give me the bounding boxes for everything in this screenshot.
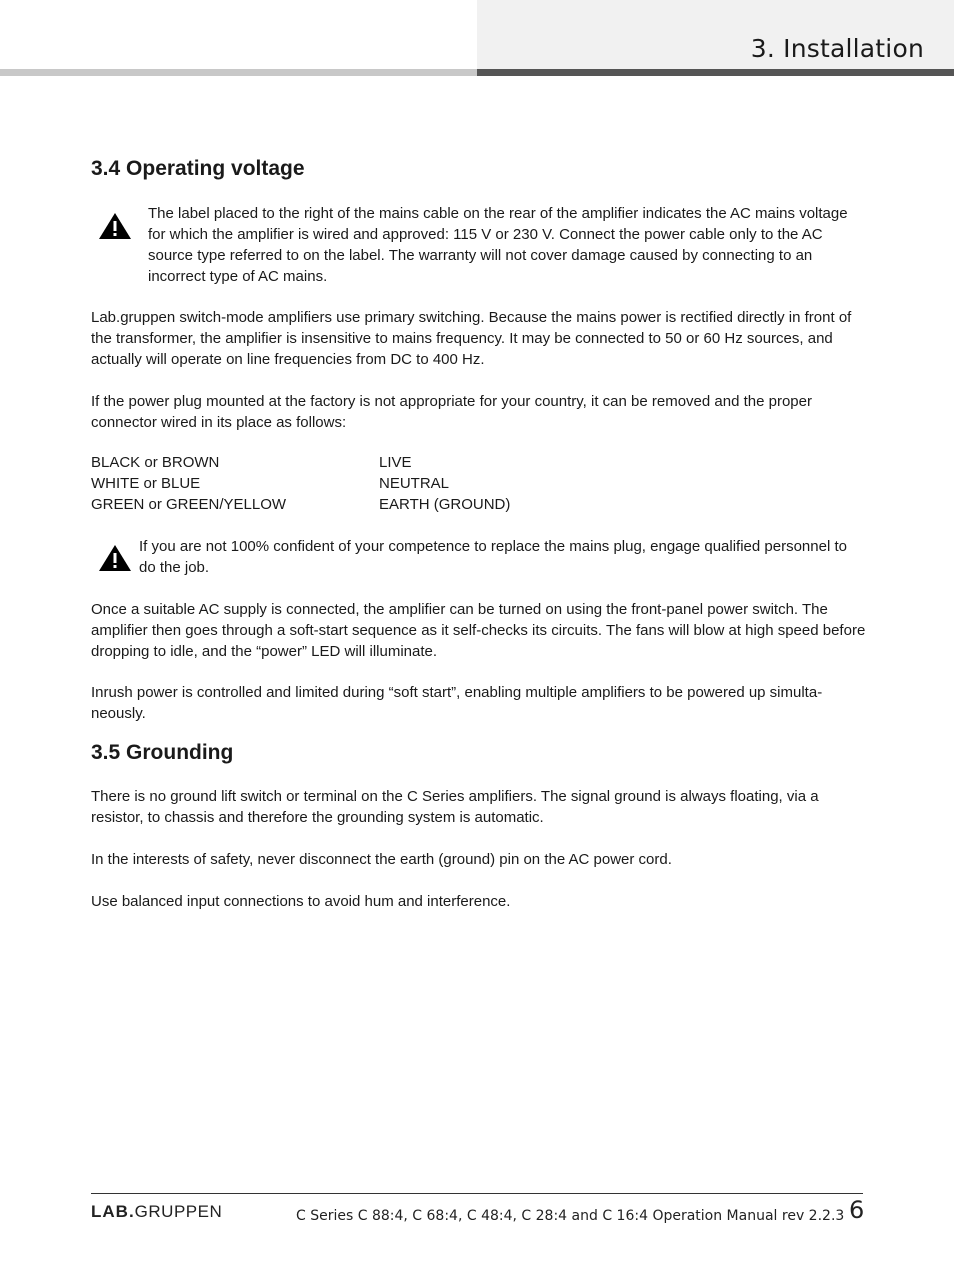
paragraph-inrush: Inrush power is controlled and limited during “soft start”, enabling multiple amplifiers to be powered up simulta-neously. (91, 684, 823, 722)
warning-mains-voltage: The label placed to the right of the mains cable on the rear of the amplifier indicates the AC mains voltage for which the amplifier is wired and approved: 115 V or 230 V. Connect the power cable only to the AC source type referred to on the label. The warranty will not cover damage caused by connecting to an incorrect type of AC mains. (148, 205, 848, 285)
paragraph-primary-switching: Lab.gruppen switch-mode amplifiers use primary switching. Because the mains power is rectified directly in front of the transformer, the amplifier is insensitive to mains frequency. It may be connected to 50 or 60 Hz sources, and actually will operate on line frequencies from DC to 400 Hz. (91, 309, 852, 368)
paragraph-earth-pin: In the interests of safety, never disconnect the earth (ground) pin on the AC power cord. (91, 851, 672, 868)
wire-color: BLACK or BROWN (91, 454, 220, 471)
paragraph-power-plug: If the power plug mounted at the factory is not appropriate for your country, it can be removed and the proper connector wired in its place as follows: (91, 393, 812, 431)
warning-mains-plug: If you are not 100% confident of your competence to replace the mains plug, engage qualified personnel to do the job. (139, 538, 847, 576)
wire-function: NEUTRAL (379, 475, 450, 492)
header-rule-dark (477, 69, 954, 76)
header-rule-light (0, 69, 477, 76)
wire-color: GREEN or GREEN/YELLOW (91, 496, 287, 513)
wire-color: WHITE or BLUE (91, 475, 201, 492)
footer-rule (91, 1193, 863, 1194)
chapter-title: 3. Installation (750, 34, 924, 63)
wiring-row (91, 452, 691, 473)
paragraph-ground-lift: There is no ground lift switch or terminal on the C Series amplifiers. The signal ground is always floating, via a resistor, to chassis and therefore the grounding system is automatic. (91, 788, 819, 826)
paragraph-balanced-input: Use balanced input connections to avoid hum and interference. (91, 893, 511, 910)
lab-gruppen-logo (91, 1202, 222, 1222)
manual-title: C Series C 88:4, C 68:4, C 48:4, C 28:4 and C 16:4 Operation Manual rev 2.2.3 (296, 1208, 845, 1224)
section-heading-grounding: 3.5 Grounding (91, 741, 234, 764)
warning-triangle-icon (98, 544, 132, 577)
wiring-row (91, 473, 691, 494)
wire-function: EARTH (GROUND) (379, 496, 511, 513)
logo-lab: LAB. (91, 1202, 135, 1221)
wiring-table (91, 452, 691, 515)
logo-gruppen: GRUPPEN (134, 1202, 223, 1221)
wiring-row (91, 494, 691, 515)
paragraph-power-on: Once a suitable AC supply is connected, the amplifier can be turned on using the front-panel power switch. The amplifier then goes through a soft-start sequence as it self-checks its circuits. The fans will blow at high speed before dropping to idle, and the “power” LED will illuminate. (91, 601, 866, 660)
wire-function: LIVE (379, 454, 412, 471)
section-heading-operating-voltage: 3.4 Operating voltage (91, 157, 305, 180)
page-number: 6 (849, 1196, 865, 1224)
warning-triangle-icon (98, 212, 132, 245)
